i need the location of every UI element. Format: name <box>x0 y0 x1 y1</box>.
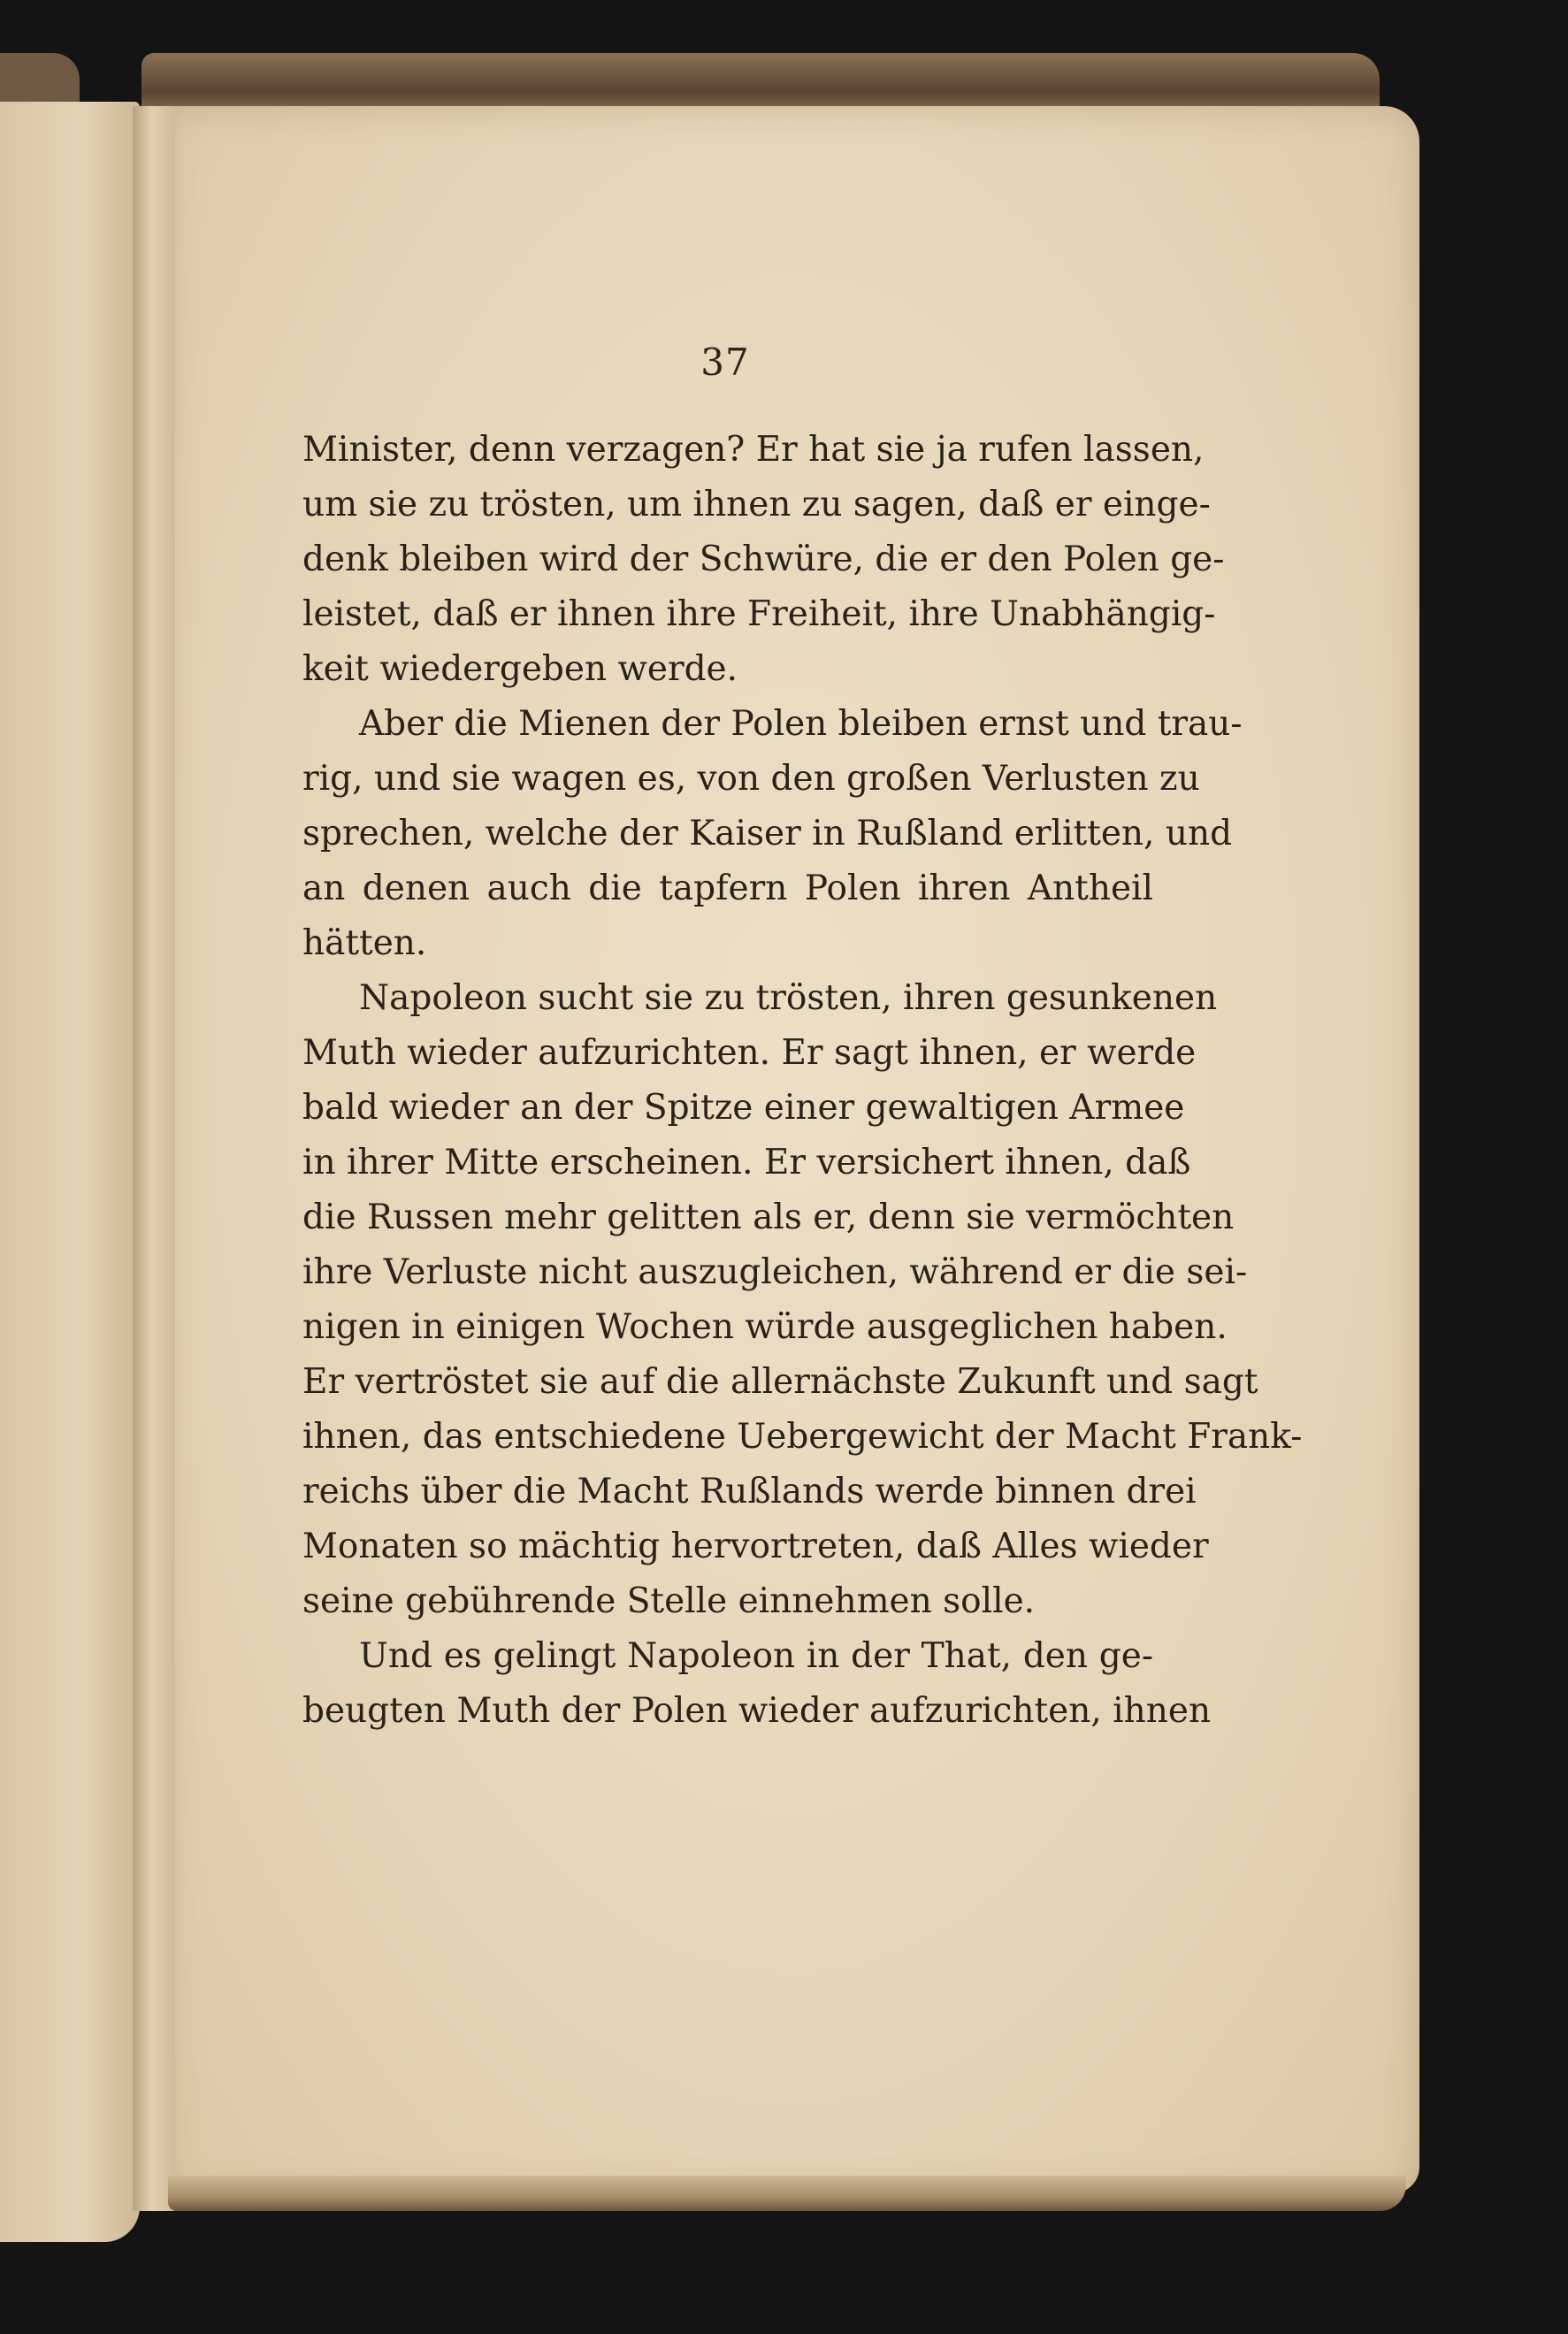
page-bottom-edge <box>168 2176 1406 2211</box>
text-line: um sie zu trösten, um ihnen zu sagen, daß er einge- <box>302 485 1211 524</box>
text-line: Aber die Mienen der Polen bleiben ernst und trau- <box>359 704 1243 744</box>
text-line: Und es gelingt Napoleon in der That, den ge- <box>359 1636 1153 1676</box>
text-line: leistet, daß er ihnen ihre Freiheit, ihre Unabhängig- <box>302 594 1216 634</box>
text-line: nigen in einigen Wochen würde ausgeglichen haben. <box>302 1307 1228 1347</box>
text-line: Muth wieder aufzurichten. Er sagt ihnen, er werde <box>302 1033 1197 1073</box>
text-line: seine gebührende Stelle einnehmen solle. <box>302 1581 1036 1621</box>
text-line: hätten. <box>302 923 427 963</box>
text-line: Napoleon sucht sie zu trösten, ihren gesunkenen <box>359 978 1218 1018</box>
book-gutter <box>133 106 175 2211</box>
text-line: keit wiedergeben werde. <box>302 649 738 689</box>
text-line: Er vertröstet sie auf die allernächste Zukunft und sagt <box>302 1362 1258 1402</box>
text-line: rig, und sie wagen es, von den großen Verlusten zu <box>302 759 1200 799</box>
left-page-top-edge <box>0 53 80 106</box>
text-line: in ihrer Mitte erscheinen. Er versichert ihnen, daß <box>302 1143 1191 1182</box>
facing-page-edge <box>0 102 140 2242</box>
text-line: denk bleiben wird der Schwüre, die er den Polen ge- <box>302 539 1225 579</box>
text-line: Minister, denn verzagen? Er hat sie ja rufen lassen, <box>302 430 1205 470</box>
text-line: Monaten so mächtig hervortreten, daß Alles wieder <box>302 1527 1209 1566</box>
text-line: sprechen, welche der Kaiser in Rußland erlitten, und <box>302 814 1233 853</box>
text-line: ihre Verluste nicht auszugleichen, während er die sei- <box>302 1252 1248 1292</box>
body-text <box>302 423 1303 1739</box>
text-line: beugten Muth der Polen wieder aufzurichten, ihnen <box>302 1691 1212 1731</box>
text-line: an denen auch die tapfern Polen ihren Antheil <box>302 869 1153 908</box>
text-line: reichs über die Macht Rußlands werde binnen drei <box>302 1472 1197 1511</box>
page-number: 37 <box>700 341 750 384</box>
text-line: ihnen, das entschiedene Uebergewicht der Macht Frank- <box>302 1417 1303 1457</box>
text-line: bald wieder an der Spitze einer gewaltigen Armee <box>302 1088 1185 1128</box>
text-line: die Russen mehr gelitten als er, denn sie vermöchten <box>302 1198 1235 1237</box>
